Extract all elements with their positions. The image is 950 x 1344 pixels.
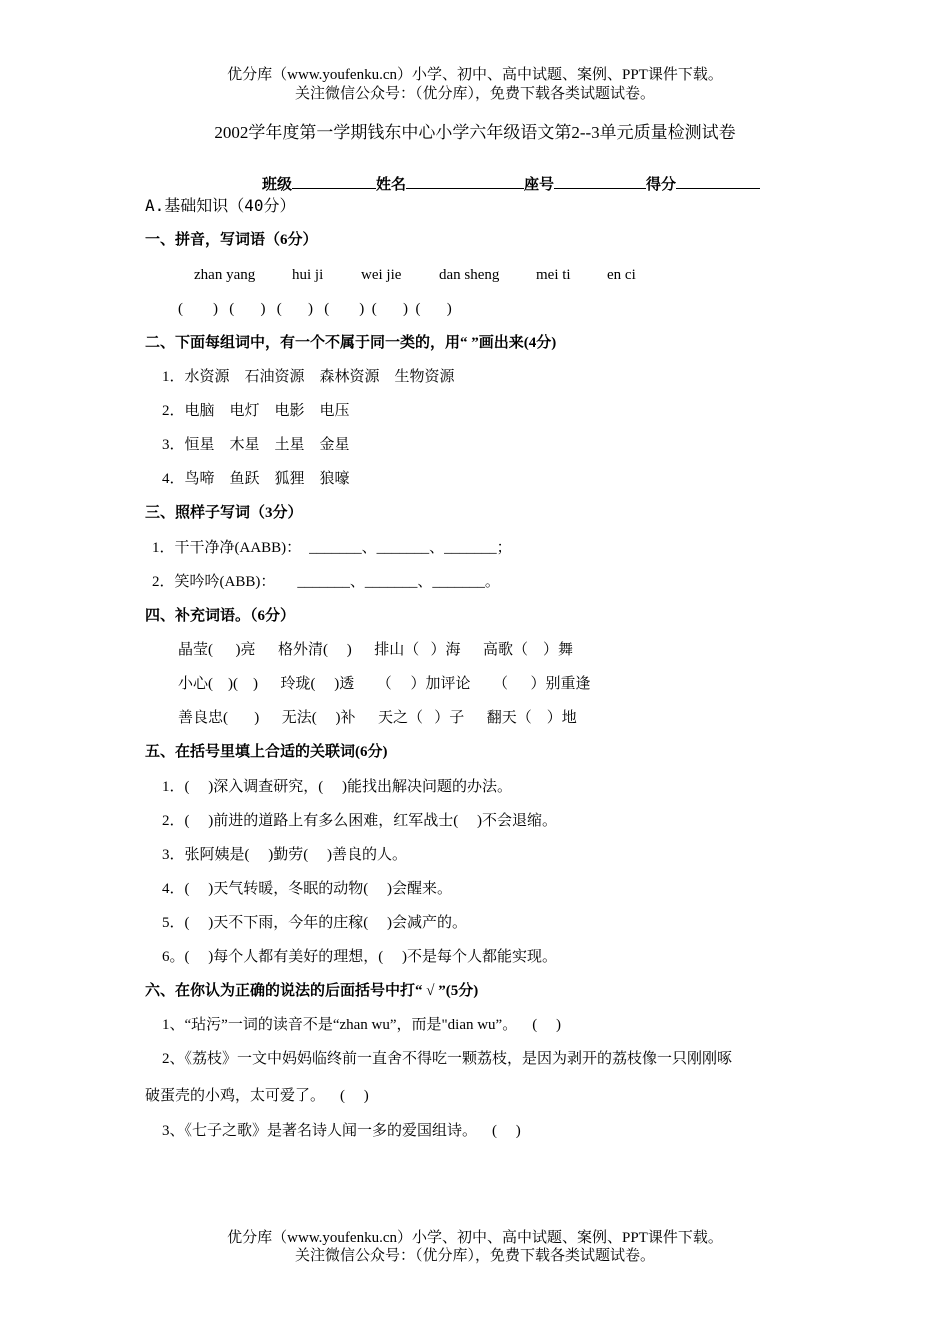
q3-item-2 (152, 575, 500, 590)
q5-item-3[interactable]: 3．张阿姨是( )勤劳( )善良的人。 (162, 847, 407, 863)
seat-label: 座号 (524, 177, 555, 193)
q5-item-2[interactable]: 2．( )前进的道路上有多么困难，红军战士( )不会退缩。 (162, 813, 557, 829)
score-blank[interactable] (676, 173, 760, 189)
score-label: 得分 (646, 177, 677, 193)
student-info-line (262, 173, 760, 193)
q3-item-1-blanks[interactable]: _______、_______、_______； (309, 540, 512, 556)
q3-title: 三、照样子写词（3分） (145, 505, 303, 521)
q6-item-2-line-2[interactable]: 破蛋壳的小鸡，太可爱了。 ( ) (145, 1088, 369, 1104)
q4-row-2[interactable]: 小心( )( ) 玲珑( )透 （ ）加评论 （ ）别重逢 (178, 676, 591, 692)
class-label: 班级 (262, 177, 293, 193)
q5-item-4[interactable]: 4．( )天气转暖，冬眠的动物( )会醒来。 (162, 881, 452, 897)
q1-answer-brackets[interactable]: ( ) ( ) ( ) ( ) ( ) ( ) (178, 301, 452, 317)
page-title: 2002学年度第一学期钱东中心小学六年级语文第2--3单元质量检测试卷 (214, 123, 736, 142)
q3-item-2-blanks[interactable]: _______、_______、_______。 (297, 574, 500, 590)
section-a-heading: A.基础知识（40分） (145, 196, 296, 215)
q1-pinyin-1: zhan yang (194, 267, 256, 283)
q1-pinyin-2: hui ji (292, 267, 324, 283)
q1-pinyin-4: dan sheng (439, 267, 500, 283)
q5-item-6[interactable]: 6。( )每个人都有美好的理想，( )不是每个人都能实现。 (162, 949, 557, 965)
header-line-2: 关注微信公众号：（优分库），免费下载各类试题试卷。 (294, 86, 655, 102)
name-blank[interactable] (406, 173, 524, 189)
q1-pinyin-3: wei jie (361, 267, 402, 283)
class-blank[interactable] (292, 173, 376, 189)
q5-item-5[interactable]: 5．( )天不下雨，今年的庄稼( )会减产的。 (162, 915, 467, 931)
q4-title: 四、补充词语。（6分） (145, 608, 296, 624)
q2-item-2: 2．电脑 电灯 电影 电压 (162, 403, 350, 419)
header-line-1: 优分库（www.youfenku.cn）小学、初中、高中试题、案例、PPT课件下载。 (227, 67, 723, 83)
q1-pinyin-6: en ci (607, 267, 636, 283)
q5-title: 五、在括号里填上合适的关联词(6分) (145, 744, 388, 760)
q2-item-4: 4．鸟啼 鱼跃 狐狸 狼嚎 (162, 471, 350, 487)
q4-row-3[interactable]: 善良忠( ) 无法( )补 天之（ ）子 翻天（ ）地 (178, 710, 577, 726)
q4-row-1[interactable]: 晶莹( )亮 格外清( ) 排山（ ）海 高歌（ ）舞 (178, 642, 573, 658)
q1-title: 一、拼音，写词语（6分） (145, 232, 318, 248)
q2-title: 二、下面每组词中，有一个不属于同一类的，用“ ”画出来(4分) (145, 335, 557, 351)
q2-item-3: 3．恒星 木星 土星 金星 (162, 437, 350, 453)
q3-item-1 (152, 541, 512, 556)
q5-item-1[interactable]: 1．( )深入调查研究，( )能找出解决问题的办法。 (162, 779, 512, 795)
q6-item-1[interactable]: 1、“玷污”一词的读音不是“zhan wu”，而是"dian wu”。 ( ) (162, 1017, 561, 1033)
q6-title: 六、在你认为正确的说法的后面括号中打“ √ ”(5分) (145, 983, 479, 999)
q3-item-2-label: 2．笑吟吟(ABB)： (152, 574, 276, 590)
footer-line-2: 关注微信公众号：（优分库），免费下载各类试题试卷。 (294, 1248, 655, 1264)
q3-item-1-label: 1．干干净净(AABB)： (152, 540, 302, 556)
q6-item-3[interactable]: 3、《七子之歌》是著名诗人闻一多的爱国组诗。 ( ) (162, 1123, 521, 1139)
q2-item-1: 1．水资源 石油资源 森林资源 生物资源 (162, 369, 455, 385)
footer-line-1: 优分库（www.youfenku.cn）小学、初中、高中试题、案例、PPT课件下载。 (227, 1230, 723, 1246)
q6-item-2-line-1: 2、《荔枝》一文中妈妈临终前一直舍不得吃一颗荔枝，是因为剥开的荔枝像一只刚刚啄 (162, 1051, 733, 1067)
name-label: 姓名 (376, 177, 407, 193)
seat-blank[interactable] (554, 173, 646, 189)
q1-pinyin-5: mei ti (536, 267, 571, 283)
